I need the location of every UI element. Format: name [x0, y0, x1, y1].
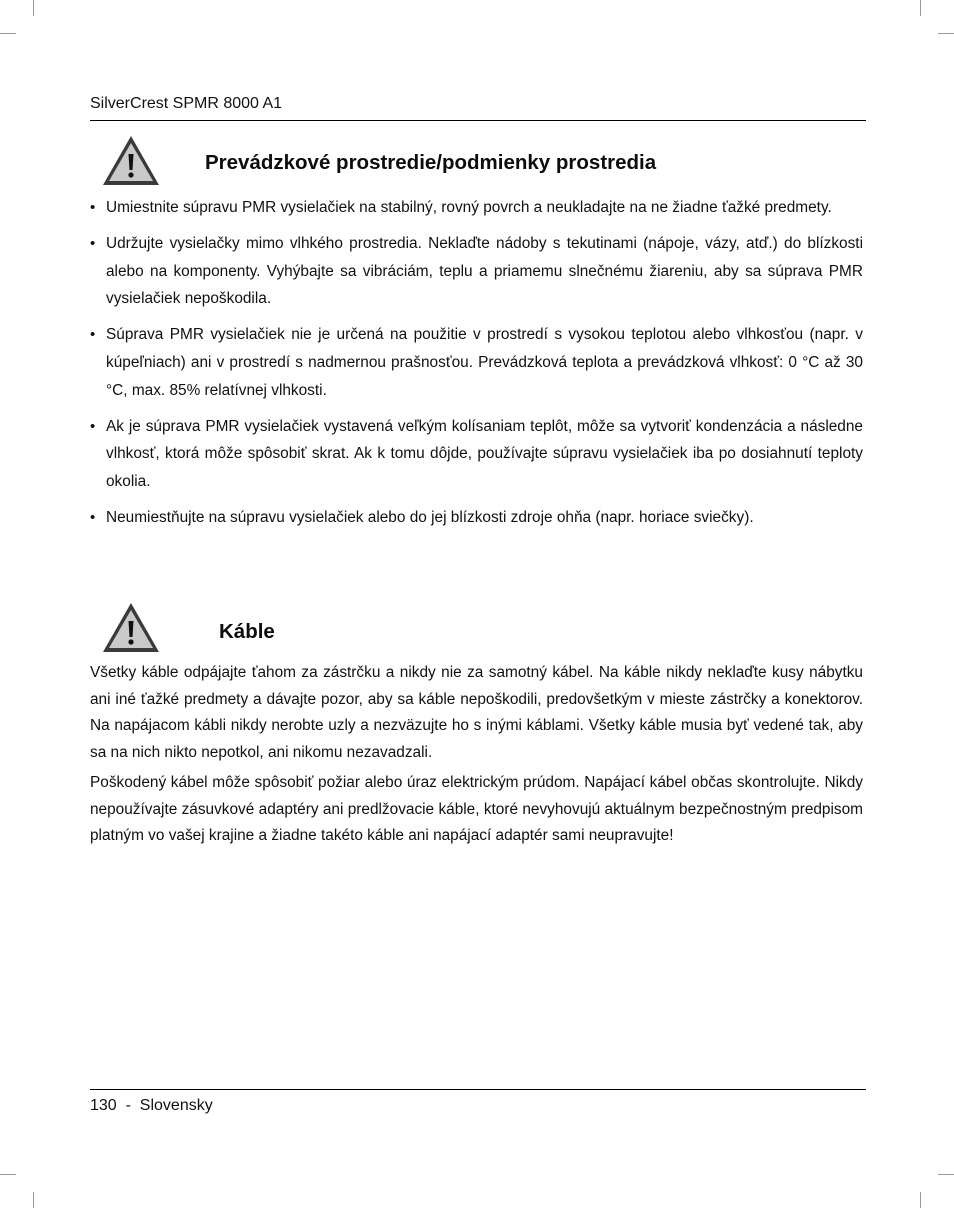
crop-mark: [920, 0, 921, 16]
bullet-item: • Ak je súprava PMR vysielačiek vystavená veľkým kolísaniam teplôt, môže sa vytvoriť kondenzácia a následne vlhkosť, ktorá môže spôsobiť skrat. Ak k tomu dôjde, používajte súpravu vysielačiek iba po dosiahnutí teploty okolia.: [90, 413, 863, 496]
crop-mark: [0, 1174, 16, 1175]
page-header-title: SilverCrest SPMR 8000 A1: [90, 95, 283, 112]
crop-mark: [938, 1174, 954, 1175]
section-heading-cables: Káble: [219, 620, 275, 643]
crop-mark: [33, 0, 34, 16]
environment-bullet-list: [90, 194, 863, 540]
warning-triangle-icon: [100, 599, 162, 655]
crop-mark: [938, 33, 954, 34]
crop-mark: [33, 1192, 34, 1208]
crop-mark: [0, 33, 16, 34]
cables-text: [90, 660, 863, 854]
bullet-item: • Súprava PMR vysielačiek nie je určená na použitie v prostredí s vysokou teplotou alebo vlhkosťou (napr. v kúpeľniach) ani v prostredí s nadmernou prašnosťou. Prevádzková teplota a prevádzková vlhkosť: 0 °C až 30 °C, max. 85% relatívnej vlhkosti.: [90, 321, 863, 404]
header-rule: [90, 120, 866, 121]
paragraph: Poškodený kábel môže spôsobiť požiar alebo úraz elektrickým prúdom. Napájací kábel občas skontrolujte. Nikdy nepoužívajte zásuvkové adaptéry ani predlžovacie káble, ktoré nevyhovujú aktuálnym bezpečnostným predpisom platným vo vašej krajine a žiadne takéto káble ani napájací adaptér sami neupravujte!: [90, 774, 863, 844]
paragraph: Všetky káble odpájajte ťahom za zástrčku a nikdy nie za samotný kábel. Na káble nikdy neklaďte kusy nábytku ani iné ťažké predmety a dávajte pozor, aby sa káble nepoškodili, predovšetkým v mieste zástrčky a konektorov. Na napájacom kábli nikdy nerobte uzly a nezväzujte ho s inými káblami. Všetky káble musia byť vedené tak, aby sa na nich nikto nepotkol, ani nikomu nezavadzali.: [90, 664, 863, 761]
section-heading-environment: Prevádzkové prostredie/podmienky prostredia: [205, 151, 657, 174]
footer-rule: [90, 1089, 866, 1090]
page-number-label: 130 - Slovensky: [90, 1097, 213, 1114]
bullet-item: • Neumiestňujte na súpravu vysielačiek alebo do jej blízkosti zdroje ohňa (napr. horiace sviečky).: [90, 504, 863, 532]
bullet-item: • Umiestnite súpravu PMR vysielačiek na stabilný, rovný povrch a neukladajte na ne žiadne ťažké predmety.: [90, 194, 863, 222]
bullet-item: • Udržujte vysielačky mimo vlhkého prostredia. Neklaďte nádoby s tekutinami (nápoje, vázy, atď.) do blízkosti alebo na komponenty. Vyhýbajte sa vibráciám, teplu a priamemu slnečnému žiareniu, aby sa súprava PMR vysielačiek nepoškodila.: [90, 230, 863, 313]
crop-mark: [920, 1192, 921, 1208]
warning-triangle-icon: [100, 132, 162, 188]
